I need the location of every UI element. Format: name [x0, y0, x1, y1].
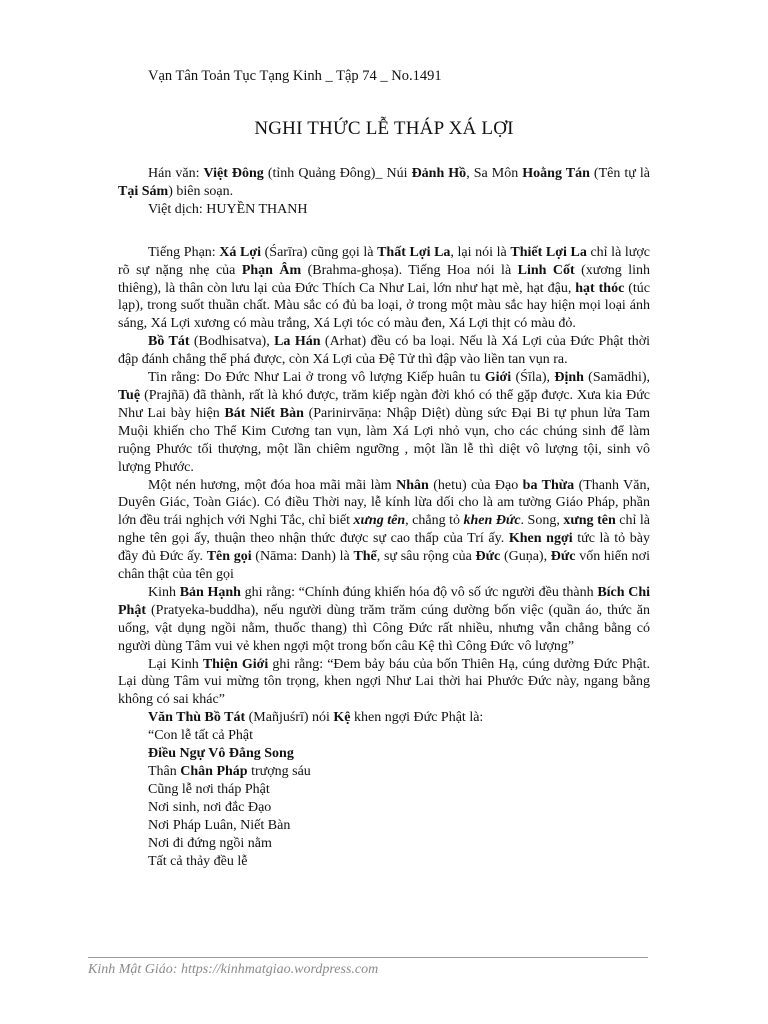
verse-line: Nơi Pháp Luân, Niết Bàn: [148, 817, 291, 833]
verse-line: Điều Ngự Vô Đẳng Song: [148, 746, 294, 762]
paragraph-manjusri: Văn Thù Bồ Tát (Mañjuśrī) nói Kệ khen ngợi Đức Phật là:: [148, 710, 484, 726]
verse-line: Nơi đi đứng ngồi nằm: [148, 835, 272, 851]
paragraph-incense: Một nén hương, một đóa hoa mãi mãi làm Nhân (hetu) của Đạo ba Thừa (Thanh Văn, Duyên Giác, Toàn Giác). Có điều Thời nay, lễ kính lừa dối cho là am tường Giáo Pháp, phần lớn đều trái nghịch với Nghi Tắc, chỉ biết xưng tên, chẳng tỏ khen Đức. Song, xưng tên chỉ là nghe tên gọi ấy, thuận theo nhận thức được sự cao thấp của Trí ấy. Khen ngợi tức là tỏ bày đầy đủ Đức ấy. Tên gọi (Nāma: Danh) là Thể, sự sâu rộng của Đức (Guṇa), Đức vốn hiển nơi chân thật của tên gọi: [118, 477, 651, 583]
verse-line: “Con lễ tất cả Phật: [148, 728, 253, 744]
paragraph-ban-hanh: Kinh Bản Hạnh ghi rằng: “Chính đúng khiến hóa độ vô số ức người đều thành Bích Chi Phật (Pratyeka-buddha), nếu người dùng trăm trăm cúng dường bốn việc (quần áo, thức ăn uống, vật dụng ngồi nằm, thuốc thang) thì Công Đức rất nhiều, nhưng vẫn chẳng bằng có người dùng Tâm vui vẻ khen ngợi một trong bốn câu Kệ thì Công Đức vô lượng”: [118, 584, 651, 654]
verse-line: Tất cả thảy đều lễ: [148, 853, 248, 869]
running-header: Vạn Tân Toản Tục Tạng Kinh _ Tập 74 _ No.1491: [148, 68, 442, 84]
paragraph-thien-gioi: Lại Kinh Thiện Giới ghi rằng: “Đem bảy báu của bốn Thiên Hạ, cúng dường Đức Phật. Lại dùng Tâm vui mừng tôn trọng, khen ngợi Như Lai thời hai Phước Đức này, ngang bằng không có sai khác”: [118, 656, 651, 708]
page-title: NGHI THỨC LỄ THÁP XÁ LỢI: [254, 118, 514, 139]
intro-translator-line: Việt dịch: HUYỀN THANH: [148, 201, 308, 217]
body-text: [118, 165, 650, 870]
page-footer: Kinh Mật Giáo: https://kinhmatgiao.wordpress.com: [88, 962, 379, 977]
footer-divider: [88, 957, 648, 958]
paragraph-belief: Tin rằng: Do Đức Như Lai ở trong vô lượng Kiếp huân tu Giới (Śīla), Định (Samādhi), Tuệ (Prajñā) đã thành, rất là khó được, trăm kiếp ngàn đời khó có thể gặp được. Xưa kia Đức Như Lai bày hiện Bát Niết Bàn (Parinirvāṇa: Nhập Diệt) dùng sức Đại Bi tự phun lửa Tam Muội khiến cho Thể Kim Cương tan vụn, làm Xá Lợi nhỏ vụn, cho các chúng sinh để làm ruộng Phước tối thượng, một lần chiêm ngưỡng , một lần lễ thì diệt vô lượng tội, sinh vô lượng Phước.: [118, 370, 651, 475]
verse-line: Nơi sinh, nơi đắc Đạo: [148, 799, 272, 815]
paragraph-bodhisattva: Bồ Tát (Bodhisatva), La Hán (Arhat) đều có ba loại. Nếu là Xá Lợi của Đức Phật thời đập đánh chẳng thể phá được, còn Xá Lợi của Đệ Tử thì đập vào liền tan vụn ra.: [118, 334, 650, 368]
intro-author-line: Hán văn: Việt Đông (tỉnh Quảng Đông)_ Núi Đảnh Hồ, Sa Môn Hoằng Tán (Tên tự là Tại Sám) biên soạn.: [118, 166, 650, 199]
verse-line: Cũng lễ nơi tháp Phật: [148, 781, 270, 797]
verse-block: [118, 727, 650, 870]
verse-line: Thân Chân Pháp trượng sáu: [148, 764, 311, 779]
paragraph-sarira: Tiếng Phạn: Xá Lợi (Śarīra) cũng gọi là Thất Lợi La, lại nói là Thiết Lợi La chỉ là lược rõ sự nặng nhẹ của Phạn Âm (Brahma-ghoṣa). Tiếng Hoa nói là Linh Cốt (xương linh thiêng), là thân còn lưu lại của Đức Thích Ca Như Lai, lớn như hạt mè, hạt đậu, hạt thóc (túc lạp), trong suốt thuần chất. Màu sắc có đủ ba loại, ở trong một màu sắc hay hiện mọi loại ánh sáng, Xá Lợi xương có màu trắng, Xá Lợi tóc có màu đen, Xá Lợi thịt có màu đỏ.: [118, 244, 650, 332]
